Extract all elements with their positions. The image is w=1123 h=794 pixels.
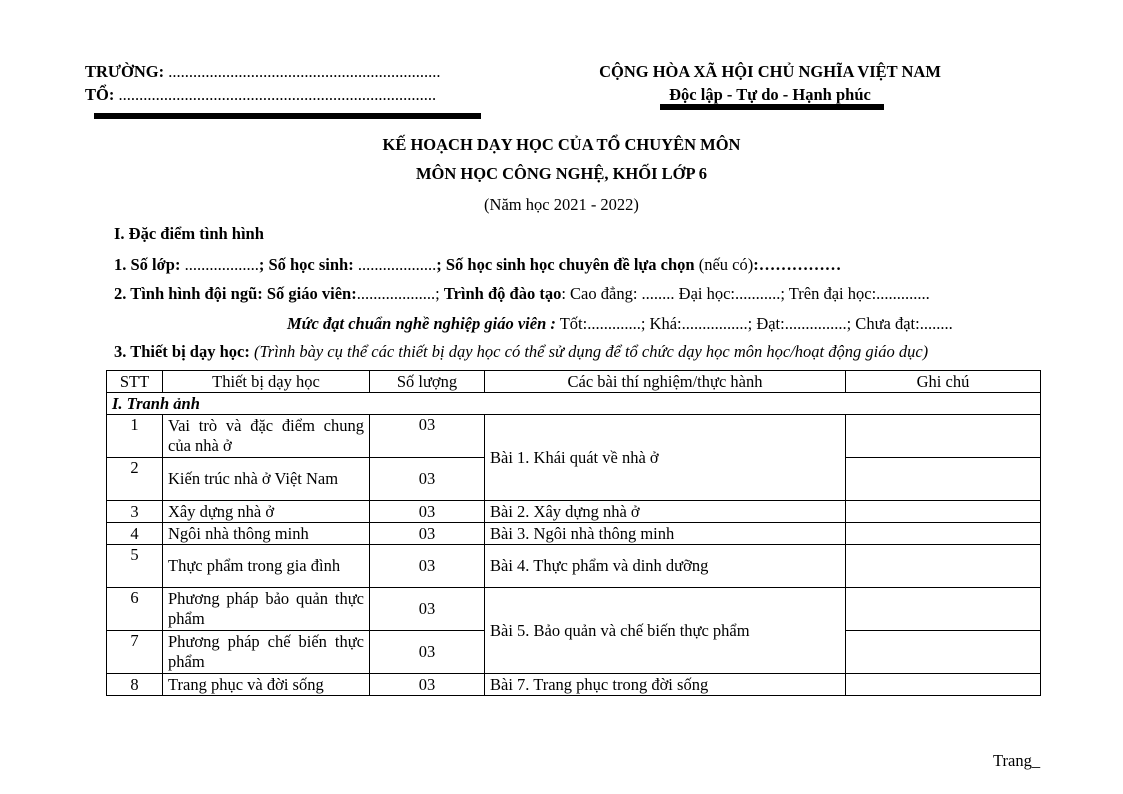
equipment-table bbox=[106, 370, 1041, 696]
table-row bbox=[107, 674, 1041, 696]
row-qty: 03 bbox=[370, 523, 485, 545]
row-lesson: Bài 1. Khái quát về nhà ở bbox=[485, 415, 846, 501]
elective-label: ; Số học sinh học chuyên đề lựa chọn bbox=[436, 255, 695, 274]
row-qty: 03 bbox=[370, 674, 485, 696]
info-line-3 bbox=[287, 314, 953, 334]
row-lesson: Bài 4. Thực phẩm và dinh dưỡng bbox=[485, 545, 846, 588]
row-device: Phương pháp bảo quản thực phẩm bbox=[163, 588, 370, 631]
header-left-rule bbox=[94, 113, 481, 119]
standard-label: Mức đạt chuẩn nghề nghiệp giáo viên : bbox=[287, 314, 556, 333]
standard-fields[interactable]: Tốt:.............; Khá:................; Đạt:...............; Chưa đạt:........ bbox=[555, 314, 953, 333]
col-header-stt: STT bbox=[107, 371, 163, 393]
group-label: TỔ: bbox=[85, 85, 115, 104]
school-field[interactable]: .................................................................. bbox=[168, 62, 441, 81]
row-device: Phương pháp chế biến thực phẩm bbox=[163, 631, 370, 674]
row-stt: 6 bbox=[107, 588, 163, 631]
row-note[interactable] bbox=[846, 631, 1041, 674]
row-lesson: Bài 5. Bảo quản và chế biến thực phẩm bbox=[485, 588, 846, 674]
page-number: Trang_ bbox=[993, 751, 1041, 770]
row-note[interactable] bbox=[846, 523, 1041, 545]
row-note[interactable] bbox=[846, 458, 1041, 501]
col-header-qty: Số lượng bbox=[370, 371, 485, 393]
qualification-fields[interactable]: : Cao đẳng: ........ Đại học:...........; Trên đại học:............. bbox=[561, 284, 930, 303]
group-title: I. Tranh ảnh bbox=[107, 393, 1041, 415]
row-device: Thực phẩm trong gia đình bbox=[163, 545, 370, 588]
row-stt: 2 bbox=[107, 458, 163, 501]
row-lesson: Bài 2. Xây dựng nhà ở bbox=[485, 501, 846, 523]
row-stt: 4 bbox=[107, 523, 163, 545]
table-group-row bbox=[107, 393, 1041, 415]
row-qty: 03 bbox=[370, 588, 485, 631]
table-header-row bbox=[107, 371, 1041, 393]
teacher-count-field[interactable]: ...................; bbox=[356, 284, 444, 303]
row-stt: 8 bbox=[107, 674, 163, 696]
qualification-label: Trình độ đào tạo bbox=[443, 284, 562, 303]
doc-title-2: MÔN HỌC CÔNG NGHỆ, KHỐI LỚP 6 bbox=[415, 164, 708, 183]
teacher-count-label: 2. Tình hình đội ngũ: Số giáo viên: bbox=[114, 284, 357, 303]
info-line-1 bbox=[114, 255, 841, 275]
row-stt: 5 bbox=[107, 545, 163, 588]
row-stt: 3 bbox=[107, 501, 163, 523]
group-field[interactable]: ............................................................................. bbox=[118, 85, 437, 104]
info-line-2 bbox=[114, 284, 930, 304]
col-header-note: Ghi chú bbox=[846, 371, 1041, 393]
row-stt: 7 bbox=[107, 631, 163, 674]
class-count-field[interactable]: .................. bbox=[180, 255, 259, 274]
table-row bbox=[107, 523, 1041, 545]
nation-title: CỘNG HÒA XÃ HỘI CHỦ NGHĨA VIỆT NAM bbox=[599, 62, 941, 81]
table-row bbox=[107, 415, 1041, 458]
row-device: Vai trò và đặc điểm chung của nhà ở bbox=[163, 415, 370, 458]
section-heading: I. Đặc điểm tình hình bbox=[114, 224, 264, 243]
row-device: Kiến trúc nhà ở Việt Nam bbox=[163, 458, 370, 501]
row-stt: 1 bbox=[107, 415, 163, 458]
row-device: Trang phục và đời sống bbox=[163, 674, 370, 696]
row-lesson: Bài 3. Ngôi nhà thông minh bbox=[485, 523, 846, 545]
group-line bbox=[85, 85, 436, 105]
row-qty: 03 bbox=[370, 458, 485, 501]
motto: Độc lập - Tự do - Hạnh phúc bbox=[669, 85, 871, 104]
student-count-label: ; Số học sinh: bbox=[258, 255, 354, 274]
equipment-note: (Trình bày cụ thể các thiết bị dạy học có thể sử dụng để tổ chức dạy học môn học/hoạt động giáo dục) bbox=[249, 342, 929, 361]
row-device: Xây dựng nhà ở bbox=[163, 501, 370, 523]
row-qty: 03 bbox=[370, 631, 485, 674]
table-row bbox=[107, 588, 1041, 631]
table-row bbox=[107, 545, 1041, 588]
table-row bbox=[107, 501, 1041, 523]
school-label: TRƯỜNG: bbox=[85, 62, 165, 81]
row-note[interactable] bbox=[846, 588, 1041, 631]
col-header-lesson: Các bài thí nghiệm/thực hành bbox=[485, 371, 846, 393]
row-note[interactable] bbox=[846, 674, 1041, 696]
row-note[interactable] bbox=[846, 545, 1041, 588]
student-count-field[interactable]: ................... bbox=[353, 255, 437, 274]
row-note[interactable] bbox=[846, 415, 1041, 458]
col-header-device: Thiết bị dạy học bbox=[163, 371, 370, 393]
doc-title-1: KẾ HOẠCH DẠY HỌC CỦA TỔ CHUYÊN MÔN bbox=[382, 135, 741, 154]
header-right-rule bbox=[660, 104, 884, 110]
class-count-label: 1. Số lớp: bbox=[114, 255, 181, 274]
elective-note: (nếu có) bbox=[694, 255, 754, 274]
school-line bbox=[85, 62, 441, 82]
info-line-4 bbox=[114, 342, 928, 362]
row-qty: 03 bbox=[370, 415, 485, 458]
row-note[interactable] bbox=[846, 501, 1041, 523]
row-qty: 03 bbox=[370, 545, 485, 588]
row-device: Ngôi nhà thông minh bbox=[163, 523, 370, 545]
equipment-label: 3. Thiết bị dạy học: bbox=[114, 342, 250, 361]
school-year: (Năm học 2021 - 2022) bbox=[484, 195, 639, 214]
row-lesson: Bài 7. Trang phục trong đời sống bbox=[485, 674, 846, 696]
row-qty: 03 bbox=[370, 501, 485, 523]
elective-field[interactable]: :…………… bbox=[753, 255, 842, 274]
